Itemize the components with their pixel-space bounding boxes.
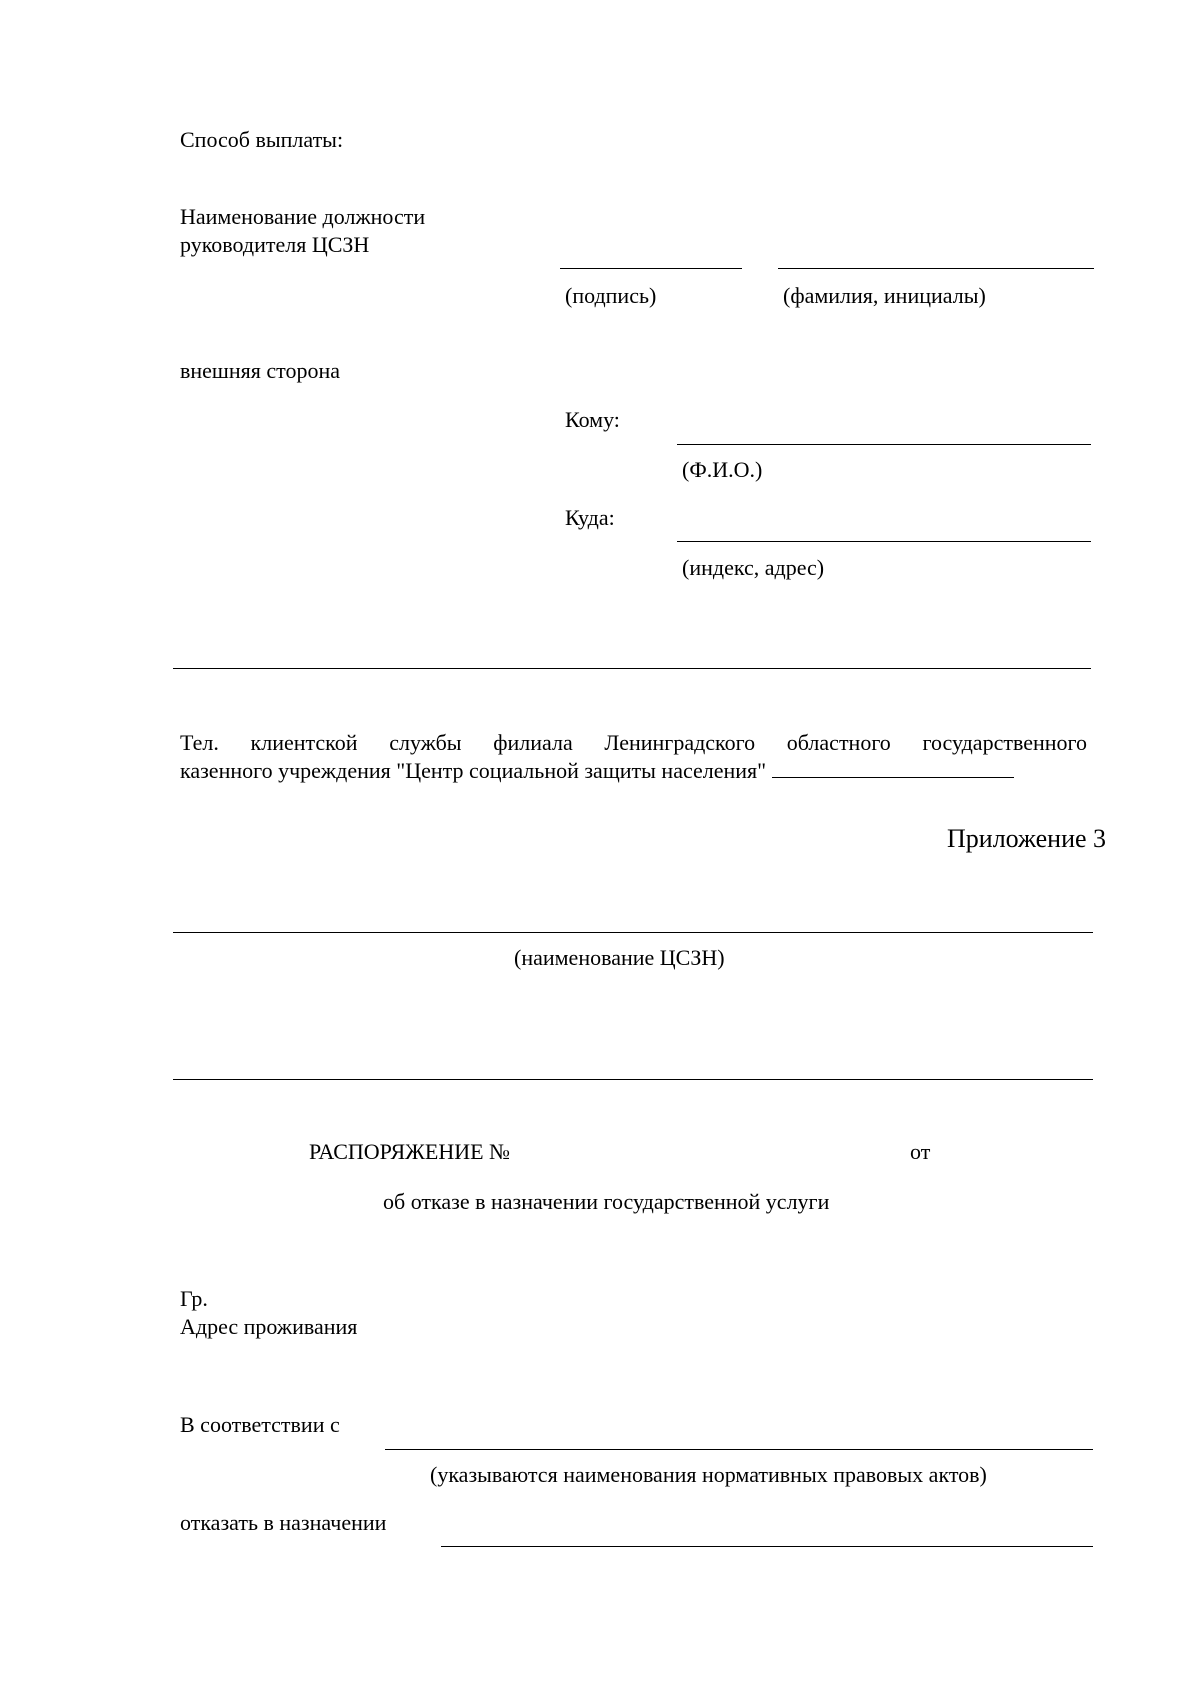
order-subject: об отказе в назначении государственной услуги [383, 1189, 830, 1214]
phone-line2 [180, 757, 1014, 785]
where-label: Куда: [565, 505, 615, 530]
phone-blank-line [772, 759, 1014, 778]
fio-caption: (Ф.И.О.) [682, 457, 763, 482]
residence-label: Адрес проживания [180, 1314, 358, 1339]
name-initials-caption: (фамилия, инициалы) [783, 283, 986, 308]
center-name-line [173, 932, 1093, 933]
legal-acts-caption: (указываются наименования нормативных правовых актов) [430, 1462, 987, 1487]
legal-acts-line [385, 1449, 1093, 1450]
signature-line [560, 268, 742, 269]
address-caption: (индекс, адрес) [682, 555, 825, 580]
citizen-label: Гр. [180, 1286, 208, 1311]
order-title: РАСПОРЯЖЕНИЕ № [309, 1139, 511, 1164]
phone-line2-text: казенного учреждения "Центр социальной защиты населения" [180, 758, 767, 783]
name-initials-line [778, 268, 1094, 269]
separator-line-2 [173, 1079, 1093, 1080]
position-title-line1: Наименование должности [180, 204, 426, 229]
recipient-name-line [677, 444, 1091, 445]
center-name-caption: (наименование ЦСЗН) [514, 945, 725, 970]
to-label: Кому: [565, 407, 620, 432]
outer-side-label: внешняя сторона [180, 358, 341, 383]
appendix-title: Приложение 3 [947, 824, 1107, 853]
separator-line [173, 668, 1091, 669]
according-label: В соответствии с [180, 1412, 340, 1437]
signature-caption: (подпись) [565, 283, 657, 308]
order-from: от [910, 1139, 931, 1164]
refuse-label: отказать в назначении [180, 1510, 387, 1535]
refuse-reason-line [441, 1546, 1093, 1547]
payment-method-label: Способ выплаты: [180, 127, 344, 152]
position-title-line2: руководителя ЦСЗН [180, 232, 370, 257]
recipient-address-line [677, 541, 1091, 542]
phone-line1: Тел. клиентской службы филиала Ленинградского областного государственного [180, 730, 1087, 755]
